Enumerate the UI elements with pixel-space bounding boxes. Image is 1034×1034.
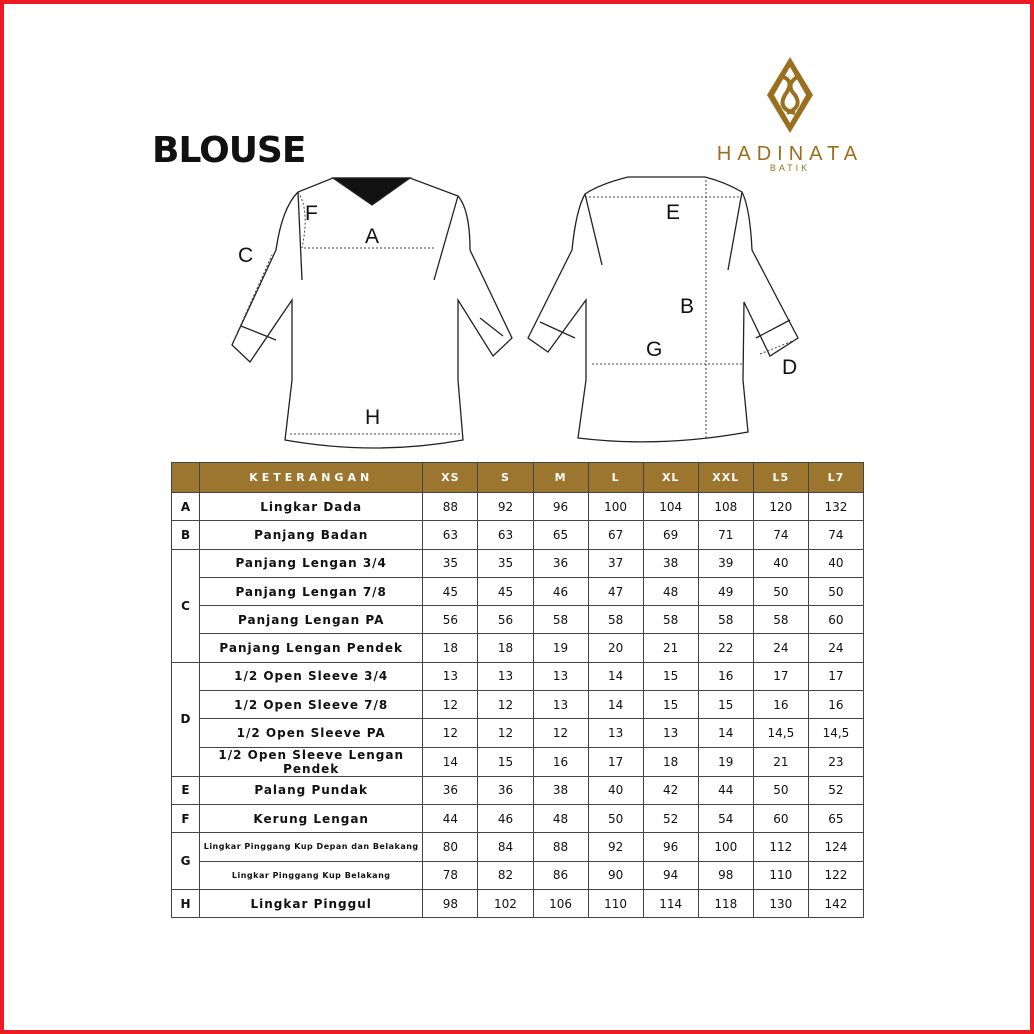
row-description: Palang Pundak xyxy=(200,776,423,804)
size-value-cell: 88 xyxy=(533,833,588,861)
row-description: 1/2 Open Sleeve Lengan Pendek xyxy=(200,747,423,776)
size-value-cell: 114 xyxy=(643,889,698,917)
row-description: Panjang Lengan 3/4 xyxy=(200,549,423,577)
header-size: L7 xyxy=(808,463,863,493)
size-value-cell: 130 xyxy=(753,889,808,917)
label-d: D xyxy=(782,356,798,379)
size-value-cell: 40 xyxy=(753,549,808,577)
size-value-cell: 13 xyxy=(478,662,533,690)
header-size: XL xyxy=(643,463,698,493)
size-value-cell: 74 xyxy=(808,521,863,549)
size-value-cell: 124 xyxy=(808,833,863,861)
header-size: M xyxy=(533,463,588,493)
row-code: G xyxy=(172,833,200,890)
size-value-cell: 63 xyxy=(478,521,533,549)
size-value-cell: 15 xyxy=(698,691,753,719)
table-row xyxy=(172,606,864,634)
size-value-cell: 48 xyxy=(533,804,588,832)
size-value-cell: 100 xyxy=(588,493,643,521)
row-code: H xyxy=(172,889,200,917)
size-value-cell: 13 xyxy=(588,719,643,747)
size-value-cell: 108 xyxy=(698,493,753,521)
label-h: H xyxy=(365,406,381,429)
size-value-cell: 82 xyxy=(478,861,533,889)
table-row xyxy=(172,691,864,719)
size-value-cell: 19 xyxy=(698,747,753,776)
header-size: XS xyxy=(423,463,478,493)
size-value-cell: 132 xyxy=(808,493,863,521)
size-value-cell: 44 xyxy=(698,776,753,804)
size-value-cell: 18 xyxy=(478,634,533,662)
size-value-cell: 45 xyxy=(423,577,478,605)
row-description: 1/2 Open Sleeve 7/8 xyxy=(200,691,423,719)
hadinata-emblem-icon xyxy=(765,55,815,135)
size-value-cell: 37 xyxy=(588,549,643,577)
size-value-cell: 14 xyxy=(423,747,478,776)
header-size: S xyxy=(478,463,533,493)
table-row xyxy=(172,577,864,605)
size-value-cell: 56 xyxy=(478,606,533,634)
size-value-cell: 35 xyxy=(478,549,533,577)
size-chart-table xyxy=(171,462,864,918)
blouse-diagram xyxy=(220,170,820,460)
size-value-cell: 45 xyxy=(478,577,533,605)
size-value-cell: 106 xyxy=(533,889,588,917)
size-value-cell: 13 xyxy=(533,691,588,719)
row-description: Panjang Badan xyxy=(200,521,423,549)
size-value-cell: 17 xyxy=(588,747,643,776)
size-value-cell: 50 xyxy=(753,577,808,605)
size-value-cell: 14,5 xyxy=(808,719,863,747)
size-value-cell: 44 xyxy=(423,804,478,832)
size-value-cell: 98 xyxy=(423,889,478,917)
size-value-cell: 14 xyxy=(698,719,753,747)
size-value-cell: 13 xyxy=(643,719,698,747)
table-row xyxy=(172,747,864,776)
label-a: A xyxy=(365,225,380,248)
size-value-cell: 42 xyxy=(643,776,698,804)
page-title: BLOUSE xyxy=(152,130,306,171)
size-value-cell: 21 xyxy=(753,747,808,776)
table-row xyxy=(172,861,864,889)
table-header-row xyxy=(172,463,864,493)
size-value-cell: 98 xyxy=(698,861,753,889)
size-value-cell: 39 xyxy=(698,549,753,577)
size-value-cell: 38 xyxy=(643,549,698,577)
size-value-cell: 90 xyxy=(588,861,643,889)
size-value-cell: 47 xyxy=(588,577,643,605)
header-size: XXL xyxy=(698,463,753,493)
size-value-cell: 18 xyxy=(423,634,478,662)
size-value-cell: 24 xyxy=(808,634,863,662)
label-g: G xyxy=(646,338,663,361)
header-size: L xyxy=(588,463,643,493)
size-value-cell: 50 xyxy=(588,804,643,832)
size-value-cell: 102 xyxy=(478,889,533,917)
size-value-cell: 49 xyxy=(698,577,753,605)
size-value-cell: 60 xyxy=(808,606,863,634)
row-code: F xyxy=(172,804,200,832)
size-value-cell: 92 xyxy=(588,833,643,861)
size-value-cell: 86 xyxy=(533,861,588,889)
row-description: Kerung Lengan xyxy=(200,804,423,832)
table-row xyxy=(172,662,864,690)
size-value-cell: 74 xyxy=(753,521,808,549)
size-value-cell: 100 xyxy=(698,833,753,861)
brand-logo xyxy=(700,55,880,175)
size-value-cell: 13 xyxy=(423,662,478,690)
table-row xyxy=(172,549,864,577)
front-measure-lines xyxy=(234,192,460,434)
row-description: Panjang Lengan Pendek xyxy=(200,634,423,662)
row-code: E xyxy=(172,776,200,804)
row-code: A xyxy=(172,493,200,521)
size-value-cell: 122 xyxy=(808,861,863,889)
size-value-cell: 24 xyxy=(753,634,808,662)
size-value-cell: 22 xyxy=(698,634,753,662)
table-row xyxy=(172,776,864,804)
size-value-cell: 142 xyxy=(808,889,863,917)
size-value-cell: 52 xyxy=(643,804,698,832)
label-f: F xyxy=(305,202,318,225)
size-value-cell: 56 xyxy=(423,606,478,634)
table-row xyxy=(172,833,864,861)
size-value-cell: 46 xyxy=(478,804,533,832)
size-value-cell: 110 xyxy=(588,889,643,917)
size-value-cell: 69 xyxy=(643,521,698,549)
size-value-cell: 58 xyxy=(588,606,643,634)
row-description: Lingkar Pinggang Kup Belakang xyxy=(200,861,423,889)
size-value-cell: 60 xyxy=(753,804,808,832)
back-blouse-drawing xyxy=(528,177,798,442)
table-row xyxy=(172,521,864,549)
size-value-cell: 65 xyxy=(808,804,863,832)
row-description: 1/2 Open Sleeve 3/4 xyxy=(200,662,423,690)
row-description: Panjang Lengan 7/8 xyxy=(200,577,423,605)
size-value-cell: 71 xyxy=(698,521,753,549)
size-value-cell: 65 xyxy=(533,521,588,549)
size-value-cell: 12 xyxy=(423,691,478,719)
row-description: Lingkar Dada xyxy=(200,493,423,521)
header-keterangan: KETERANGAN xyxy=(200,463,423,493)
size-value-cell: 16 xyxy=(808,691,863,719)
size-value-cell: 120 xyxy=(753,493,808,521)
size-value-cell: 63 xyxy=(423,521,478,549)
size-value-cell: 54 xyxy=(698,804,753,832)
row-description: 1/2 Open Sleeve PA xyxy=(200,719,423,747)
size-value-cell: 16 xyxy=(533,747,588,776)
size-value-cell: 38 xyxy=(533,776,588,804)
size-value-cell: 19 xyxy=(533,634,588,662)
row-code: B xyxy=(172,521,200,549)
size-value-cell: 94 xyxy=(643,861,698,889)
size-value-cell: 67 xyxy=(588,521,643,549)
size-value-cell: 14 xyxy=(588,691,643,719)
size-value-cell: 48 xyxy=(643,577,698,605)
table-row xyxy=(172,889,864,917)
size-value-cell: 21 xyxy=(643,634,698,662)
table-row xyxy=(172,634,864,662)
header-size: L5 xyxy=(753,463,808,493)
label-e: E xyxy=(666,201,681,224)
size-value-cell: 96 xyxy=(533,493,588,521)
size-value-cell: 40 xyxy=(808,549,863,577)
size-value-cell: 13 xyxy=(533,662,588,690)
size-value-cell: 36 xyxy=(423,776,478,804)
size-value-cell: 16 xyxy=(753,691,808,719)
size-value-cell: 36 xyxy=(478,776,533,804)
brand-subtitle: BATIK xyxy=(769,163,811,173)
size-value-cell: 12 xyxy=(478,719,533,747)
size-value-cell: 14,5 xyxy=(753,719,808,747)
header-code-cell xyxy=(172,463,200,493)
table-row xyxy=(172,804,864,832)
size-value-cell: 50 xyxy=(808,577,863,605)
size-value-cell: 104 xyxy=(643,493,698,521)
size-value-cell: 15 xyxy=(643,662,698,690)
size-value-cell: 15 xyxy=(478,747,533,776)
table-row xyxy=(172,719,864,747)
size-value-cell: 35 xyxy=(423,549,478,577)
row-description: Lingkar Pinggul xyxy=(200,889,423,917)
size-value-cell: 112 xyxy=(753,833,808,861)
size-value-cell: 58 xyxy=(698,606,753,634)
size-value-cell: 12 xyxy=(423,719,478,747)
size-value-cell: 58 xyxy=(533,606,588,634)
size-value-cell: 12 xyxy=(478,691,533,719)
size-value-cell: 16 xyxy=(698,662,753,690)
size-value-cell: 84 xyxy=(478,833,533,861)
size-value-cell: 17 xyxy=(808,662,863,690)
size-value-cell: 88 xyxy=(423,493,478,521)
size-value-cell: 46 xyxy=(533,577,588,605)
size-value-cell: 78 xyxy=(423,861,478,889)
row-description: Panjang Lengan PA xyxy=(200,606,423,634)
brand-name: HADINATA xyxy=(716,143,864,165)
size-value-cell: 18 xyxy=(643,747,698,776)
size-value-cell: 23 xyxy=(808,747,863,776)
label-b: B xyxy=(680,295,695,318)
size-value-cell: 50 xyxy=(753,776,808,804)
size-value-cell: 80 xyxy=(423,833,478,861)
size-value-cell: 40 xyxy=(588,776,643,804)
size-value-cell: 118 xyxy=(698,889,753,917)
size-value-cell: 58 xyxy=(753,606,808,634)
size-value-cell: 110 xyxy=(753,861,808,889)
size-value-cell: 36 xyxy=(533,549,588,577)
size-value-cell: 20 xyxy=(588,634,643,662)
row-code: D xyxy=(172,662,200,776)
size-value-cell: 92 xyxy=(478,493,533,521)
size-value-cell: 17 xyxy=(753,662,808,690)
size-value-cell: 96 xyxy=(643,833,698,861)
size-value-cell: 58 xyxy=(643,606,698,634)
size-value-cell: 15 xyxy=(643,691,698,719)
row-description: Lingkar Pinggang Kup Depan dan Belakang xyxy=(200,833,423,861)
table-row xyxy=(172,493,864,521)
size-value-cell: 12 xyxy=(533,719,588,747)
row-code: C xyxy=(172,549,200,662)
size-value-cell: 14 xyxy=(588,662,643,690)
label-c: C xyxy=(238,244,254,267)
size-value-cell: 52 xyxy=(808,776,863,804)
